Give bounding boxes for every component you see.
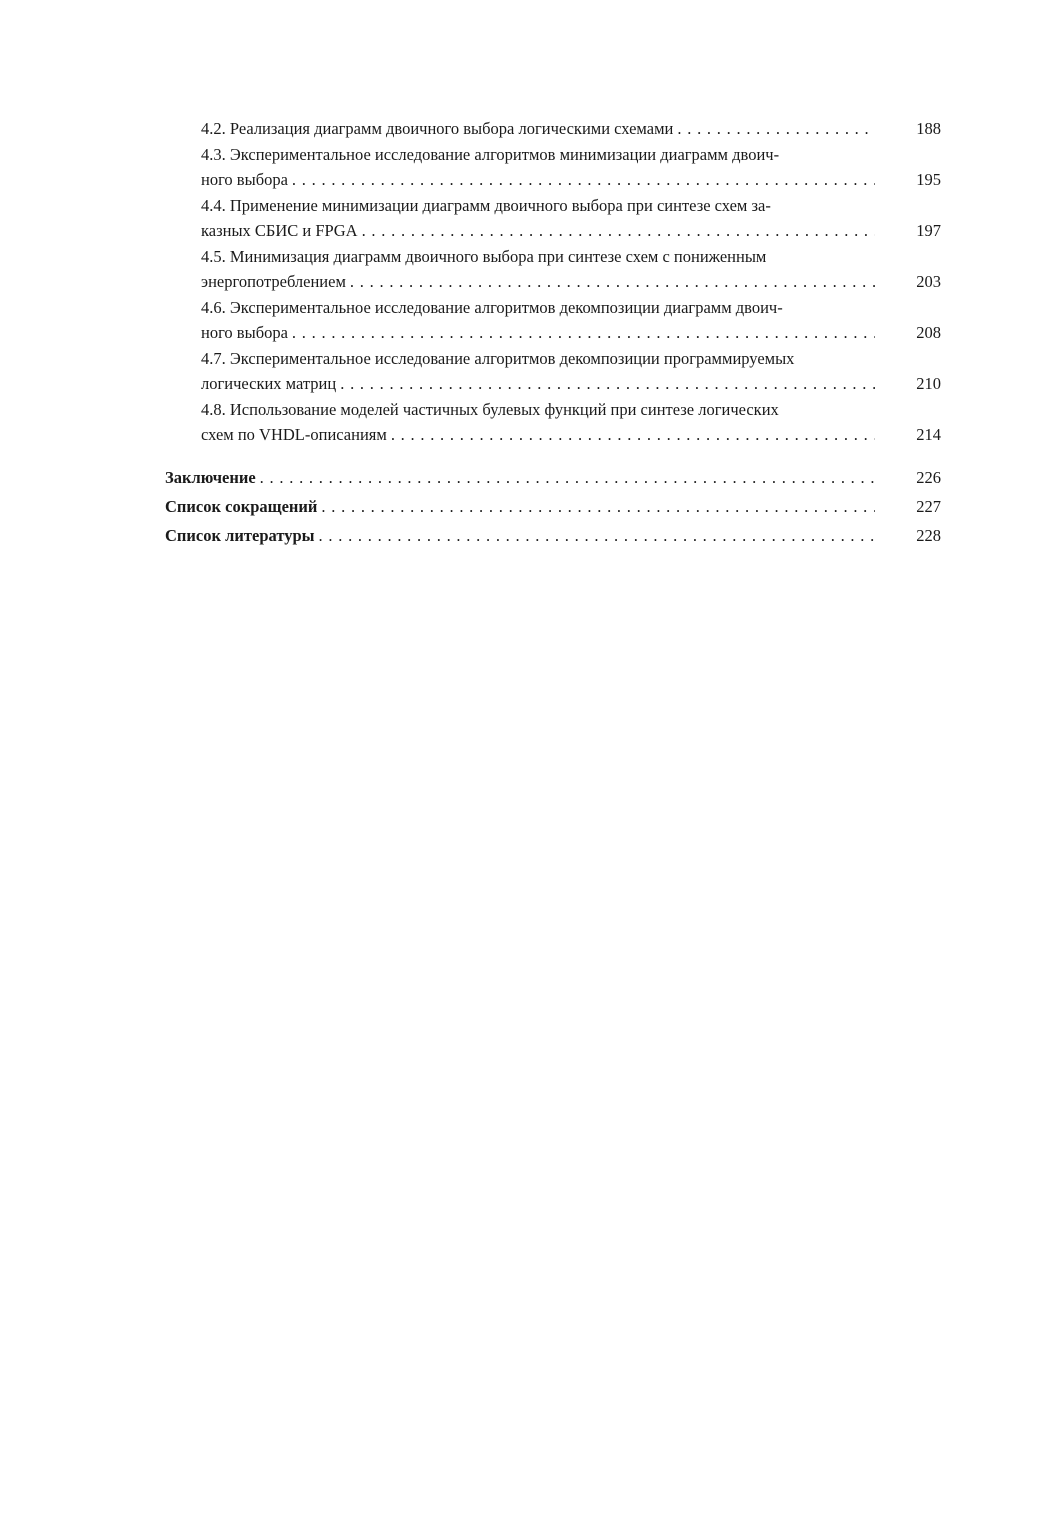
- toc-entry-title: 4.5. Минимизация диаграмм двоичного выбора при синтезе схем с пониженным: [201, 247, 767, 266]
- toc-entry-title-continued: ного выбора: [201, 167, 292, 192]
- toc-entry-4-2[interactable]: [165, 116, 941, 141]
- toc-entry-4-7[interactable]: [165, 346, 941, 396]
- toc-entry-title: 4.8. Использование моделей частичных булевых функций при синтезе логических: [201, 400, 779, 419]
- toc-entry-line: [165, 463, 875, 492]
- toc-page-number: 228: [916, 526, 941, 545]
- toc-page-number: 188: [916, 119, 941, 138]
- leader-dots: [292, 167, 875, 192]
- toc-entry-title: Список сокращений: [165, 492, 321, 521]
- toc-entry-title-continued: энергопотреблением: [201, 269, 350, 294]
- toc-entry-line: [201, 218, 875, 243]
- toc-entry-title-continued: схем по VHDL-описаниям: [201, 422, 391, 447]
- toc-entry-title: Заключение: [165, 463, 260, 492]
- toc-page-number: 208: [916, 323, 941, 342]
- leader-dots: [340, 371, 875, 396]
- leader-dots: [319, 521, 875, 550]
- toc-page-number: 210: [916, 374, 941, 393]
- toc-page-number: 227: [916, 497, 941, 516]
- toc-entry-line: [201, 371, 875, 396]
- leader-dots: [260, 463, 875, 492]
- toc-entry-abbreviations[interactable]: [165, 492, 941, 521]
- toc-page-number: 226: [916, 468, 941, 487]
- toc-entry-title: 4.7. Экспериментальное исследование алгоритмов декомпозиции программируемых: [201, 349, 795, 368]
- toc-entry-title: 4.6. Экспериментальное исследование алгоритмов декомпозиции диаграмм двоич-: [201, 298, 783, 317]
- leader-dots: [350, 269, 875, 294]
- toc-entry-title: 4.2. Реализация диаграмм двоичного выбора логическими схемами: [201, 116, 677, 141]
- toc-page-number: 214: [916, 425, 941, 444]
- toc-entry-4-5[interactable]: [165, 244, 941, 294]
- toc-entry-line: [201, 422, 875, 447]
- toc-entry-line: [201, 320, 875, 345]
- toc-entry-title-continued: логических матриц: [201, 371, 340, 396]
- toc-entry-title: 4.3. Экспериментальное исследование алгоритмов минимизации диаграмм двоич-: [201, 145, 780, 164]
- leader-dots: [292, 320, 875, 345]
- toc-entry-line: [165, 521, 875, 550]
- toc-entry-4-3[interactable]: [165, 142, 941, 192]
- leader-dots: [391, 422, 875, 447]
- toc-page-number: 195: [916, 170, 941, 189]
- toc-entry-4-4[interactable]: [165, 193, 941, 243]
- toc-entry-4-8[interactable]: [165, 397, 941, 447]
- leader-dots: [321, 492, 875, 521]
- toc-entry-title: Список литературы: [165, 521, 319, 550]
- toc-entry-title-continued: ного выбора: [201, 320, 292, 345]
- toc-entry-line: [165, 492, 875, 521]
- leader-dots: [677, 116, 875, 141]
- table-of-contents: [165, 116, 941, 550]
- toc-entry-line: [201, 167, 875, 192]
- toc-entry-conclusion[interactable]: [165, 463, 941, 492]
- toc-entry-line: [201, 269, 875, 294]
- toc-page-number: 197: [916, 221, 941, 240]
- toc-page-number: 203: [916, 272, 941, 291]
- toc-entry-title-continued: казных СБИС и FPGA: [201, 218, 362, 243]
- toc-entry-line: [201, 116, 875, 141]
- toc-entry-title: 4.4. Применение минимизации диаграмм двоичного выбора при синтезе схем за-: [201, 196, 771, 215]
- section-gap: [165, 448, 941, 463]
- toc-entry-references[interactable]: [165, 521, 941, 550]
- toc-entry-4-6[interactable]: [165, 295, 941, 345]
- leader-dots: [362, 218, 875, 243]
